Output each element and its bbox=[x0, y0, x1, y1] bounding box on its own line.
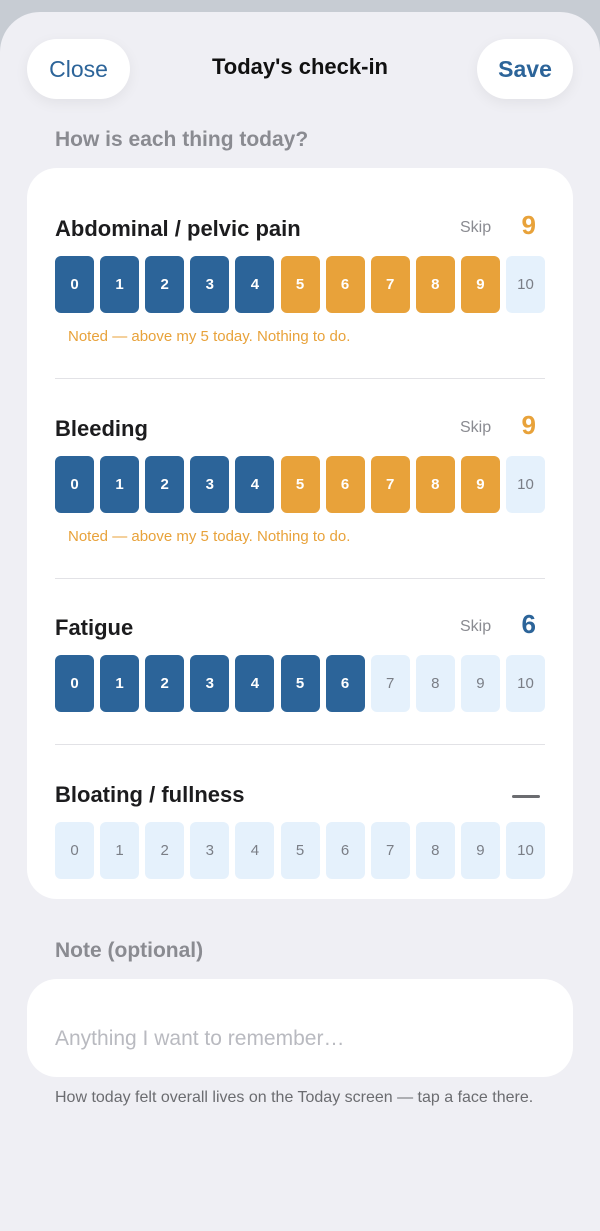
divider bbox=[55, 578, 545, 579]
symptom-name: Fatigue bbox=[55, 615, 134, 640]
rating-segment-7[interactable]: 7 bbox=[371, 655, 410, 712]
rating-segment-8[interactable]: 8 bbox=[416, 456, 455, 513]
rating-segment-3[interactable]: 3 bbox=[190, 822, 229, 879]
rating-segment-1[interactable]: 1 bbox=[100, 256, 139, 313]
close-button[interactable]: Close bbox=[27, 39, 130, 99]
rating-segment-4[interactable]: 4 bbox=[235, 655, 274, 712]
rating-segment-2[interactable]: 2 bbox=[145, 655, 184, 712]
rating-segment-2[interactable]: 2 bbox=[145, 456, 184, 513]
rating-segment-10[interactable]: 10 bbox=[506, 256, 545, 313]
rating-segment-0[interactable]: 0 bbox=[55, 655, 94, 712]
rating-segment-6[interactable]: 6 bbox=[326, 822, 365, 879]
rating-segment-9[interactable]: 9 bbox=[461, 456, 500, 513]
rating-segment-4[interactable]: 4 bbox=[235, 822, 274, 879]
symptoms-card bbox=[27, 168, 573, 899]
rating-segment-3[interactable]: 3 bbox=[190, 655, 229, 712]
rating-segment-5[interactable]: 5 bbox=[281, 256, 320, 313]
page-title: Today's check-in bbox=[212, 54, 388, 79]
save-button[interactable]: Save bbox=[477, 39, 573, 99]
checkin-sheet bbox=[0, 12, 600, 1231]
rating-segment-2[interactable]: 2 bbox=[145, 822, 184, 879]
rating-scale bbox=[55, 456, 545, 513]
rating-segment-1[interactable]: 1 bbox=[100, 456, 139, 513]
rating-segment-8[interactable]: 8 bbox=[416, 822, 455, 879]
rating-segment-9[interactable]: 9 bbox=[461, 822, 500, 879]
rating-segment-10[interactable]: 10 bbox=[506, 822, 545, 879]
rating-segment-5[interactable]: 5 bbox=[281, 822, 320, 879]
symptom-name: Bloating / fullness bbox=[55, 782, 245, 807]
rating-scale bbox=[55, 822, 545, 879]
rating-segment-1[interactable]: 1 bbox=[100, 822, 139, 879]
rating-segment-4[interactable]: 4 bbox=[235, 256, 274, 313]
symptom-name: Abdominal / pelvic pain bbox=[55, 216, 301, 241]
rating-segment-5[interactable]: 5 bbox=[281, 655, 320, 712]
rating-segment-3[interactable]: 3 bbox=[190, 456, 229, 513]
score-value: 9 bbox=[521, 410, 536, 440]
skip-button[interactable]: Skip bbox=[460, 618, 492, 635]
score-value: 9 bbox=[521, 210, 536, 240]
threshold-note: Noted — above my 5 today. Nothing to do. bbox=[68, 328, 351, 345]
rating-segment-6[interactable]: 6 bbox=[326, 456, 365, 513]
rating-segment-8[interactable]: 8 bbox=[416, 256, 455, 313]
divider bbox=[55, 744, 545, 745]
rating-segment-3[interactable]: 3 bbox=[190, 256, 229, 313]
rating-segment-6[interactable]: 6 bbox=[326, 256, 365, 313]
rating-segment-4[interactable]: 4 bbox=[235, 456, 274, 513]
rating-scale bbox=[55, 655, 545, 712]
symptom-name: Bleeding bbox=[55, 416, 148, 441]
rating-segment-8[interactable]: 8 bbox=[416, 655, 455, 712]
rating-segment-0[interactable]: 0 bbox=[55, 256, 94, 313]
skip-button[interactable]: Skip bbox=[460, 419, 492, 436]
rating-segment-10[interactable]: 10 bbox=[506, 655, 545, 712]
rating-segment-2[interactable]: 2 bbox=[145, 256, 184, 313]
footer-hint: How today felt overall lives on the Today screen — tap a face there. bbox=[55, 1089, 534, 1106]
rating-segment-1[interactable]: 1 bbox=[100, 655, 139, 712]
skip-button[interactable]: Skip bbox=[460, 219, 492, 236]
rating-segment-7[interactable]: 7 bbox=[371, 256, 410, 313]
score-value: 6 bbox=[521, 609, 536, 639]
threshold-note: Noted — above my 5 today. Nothing to do. bbox=[68, 528, 351, 545]
rating-segment-10[interactable]: 10 bbox=[506, 456, 545, 513]
rating-segment-7[interactable]: 7 bbox=[371, 456, 410, 513]
rating-segment-5[interactable]: 5 bbox=[281, 456, 320, 513]
divider bbox=[55, 378, 545, 379]
note-label: Note (optional) bbox=[55, 939, 204, 962]
rating-segment-0[interactable]: 0 bbox=[55, 456, 94, 513]
section-label: How is each thing today? bbox=[55, 128, 309, 151]
note-input[interactable] bbox=[27, 979, 573, 1077]
rating-segment-9[interactable]: 9 bbox=[461, 256, 500, 313]
unset-dash-icon bbox=[512, 795, 540, 798]
rating-segment-6[interactable]: 6 bbox=[326, 655, 365, 712]
rating-segment-7[interactable]: 7 bbox=[371, 822, 410, 879]
rating-segment-0[interactable]: 0 bbox=[55, 822, 94, 879]
rating-segment-9[interactable]: 9 bbox=[461, 655, 500, 712]
rating-scale bbox=[55, 256, 545, 313]
